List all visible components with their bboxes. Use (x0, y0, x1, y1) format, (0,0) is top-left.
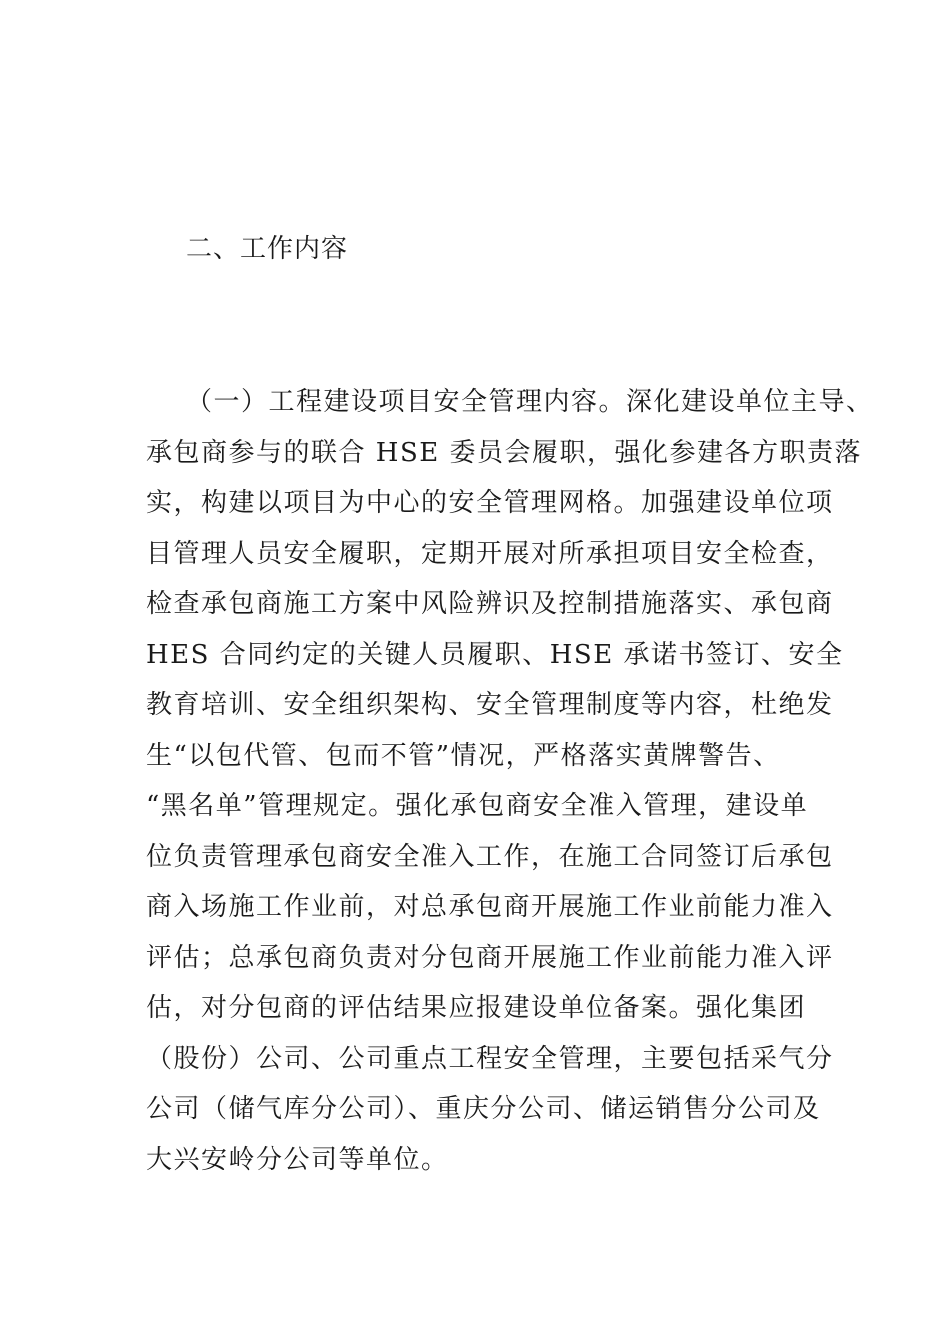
paragraph-line: 实，构建以项目为中心的安全管理网格。加强建设单位项 (146, 488, 834, 518)
paragraph-line: 教育培训、安全组织架构、安全管理制度等内容，杜绝发 (146, 690, 834, 720)
paragraph-line: 公司（储气库分公司）、重庆分公司、储运销售分公司及 (146, 1094, 821, 1124)
paragraph-line: 生“以包代管、包而不管”情况，严格落实黄牌警告、 (146, 740, 781, 771)
paragraph-line: （股份）公司、公司重点工程安全管理，主要包括采气分 (146, 1043, 834, 1074)
paragraph-line: 承包商参与的联合 HSE 委员会履职，强化参建各方职责落 (146, 437, 862, 468)
paragraph-line: 目管理人员安全履职，定期开展对所承担项目安全检查， (146, 538, 834, 569)
paragraph-line: 评估；总承包商负责对分包商开展施工作业前能力准入评 (146, 942, 834, 973)
section-heading: 二、工作内容 (186, 234, 349, 264)
paragraph-line: 估，对分包商的评估结果应报建设单位备案。强化集团 (146, 993, 807, 1023)
paragraph-line: 检查承包商施工方案中风险辨识及控制措施落实、承包商 (146, 589, 834, 619)
paragraph-line: HES 合同约定的关键人员履职、HSE 承诺书签订、安全 (146, 639, 844, 670)
paragraph-line: 位负责管理承包商安全准入工作，在施工合同签订后承包 (146, 841, 834, 872)
paragraph-line: 大兴安岭分公司等单位。 (146, 1144, 449, 1175)
paragraph-line: 商入场施工作业前，对总承包商开展施工作业前能力准入 (146, 892, 834, 922)
section-paragraph (146, 377, 874, 1185)
paragraph-line: “黑名单”管理规定。强化承包商安全准入管理，建设单 (146, 791, 809, 821)
paragraph-line: （一）工程建设项目安全管理内容。深化建设单位主导、 (186, 387, 874, 417)
